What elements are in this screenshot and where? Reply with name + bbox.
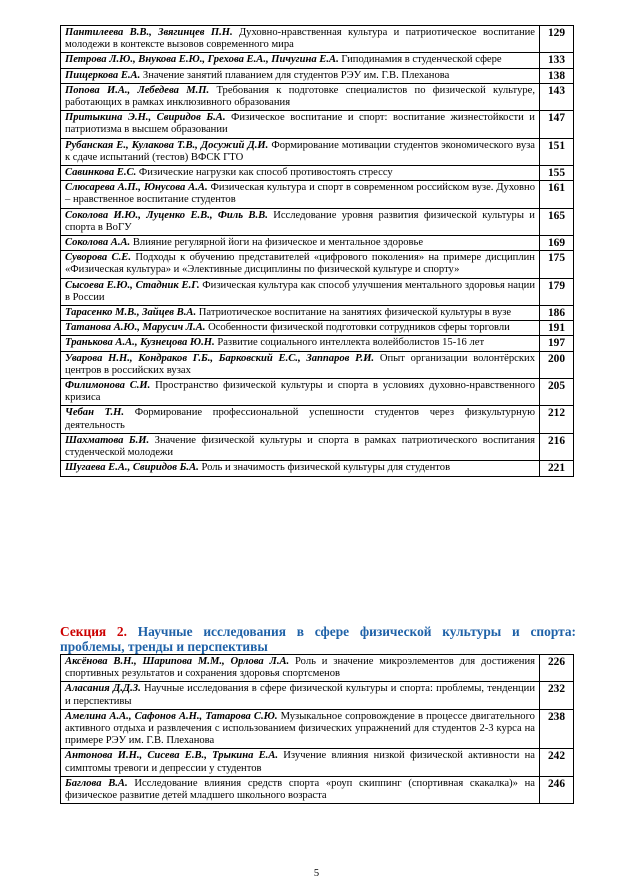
entry-page-number: 191 — [540, 321, 574, 336]
entry-title: Пространство физической культуры и спорта в условиях духовно-нравственного кризиса — [65, 380, 535, 404]
entry-text — [61, 236, 540, 251]
entry-authors: Пантилеева В.В., Звягинцев П.Н. — [65, 27, 233, 38]
entry-authors: Соколова И.Ю., Луценко Е.В., Филь В.В. — [65, 209, 268, 221]
contents-entry — [61, 682, 574, 709]
contents-entry — [61, 433, 574, 460]
entry-text — [61, 181, 540, 208]
contents-entry — [61, 655, 574, 682]
contents-entry — [61, 278, 574, 305]
entry-title: Гиподинамия в студенческой сфере — [341, 54, 502, 66]
contents-entry — [61, 776, 574, 803]
entry-authors: Татанова А.Ю., Марусич Л.А. — [65, 322, 206, 334]
entry-authors: Аксёнова В.Н., Шарипова М.М., Орлова Л.А. — [65, 656, 290, 667]
entry-authors: Амелина А.А., Сафонов А.Н., Татарова С.Ю. — [65, 710, 278, 722]
entry-page-number: 221 — [540, 461, 574, 476]
entry-page-number: 216 — [540, 433, 574, 460]
entry-text — [61, 336, 540, 351]
entry-text — [61, 749, 540, 776]
entry-authors: Попова И.А., Лебедева М.П. — [65, 84, 210, 96]
entry-page-number: 133 — [540, 53, 574, 68]
entry-title: Духовно-нравственная культура и патриотическое воспитание молодежи в контексте вызовов современного мира — [65, 27, 535, 51]
entry-page-number: 151 — [540, 138, 574, 165]
entry-text — [61, 351, 540, 378]
entry-title: Исследование уровня развития физической культуры и спорта в ВоГУ — [65, 209, 535, 233]
entry-text — [61, 53, 540, 68]
entry-authors: Транькова А.А., Кузнецова Ю.Н. — [65, 337, 215, 349]
entry-page-number: 175 — [540, 251, 574, 278]
entry-title: Значение физической культуры и спорта в рамках патриотического воспитания студенческой молодежи — [65, 434, 535, 459]
entry-authors: Тарасенко М.В., Зайцев В.А. — [65, 307, 197, 319]
entry-text — [61, 83, 540, 110]
entry-authors: Шугаева Е.А., Свиридов Б.А. — [65, 462, 199, 474]
entry-title: Исследование влияния средств спорта «роуп скиппинг (спортивная скакалка)» на физическое развитие детей младшего школьного возраста — [65, 777, 535, 802]
entry-authors: Баглова В.А. — [65, 777, 128, 789]
entry-title: Требования к подготовке специалистов по физической культуре, работающих в рамках инклюзивного образования — [65, 84, 535, 109]
entry-page-number: 169 — [540, 236, 574, 251]
section-2-heading — [60, 624, 576, 654]
entry-page-number: 147 — [540, 111, 574, 138]
entry-text — [61, 278, 540, 305]
entry-authors: Слюсарева А.П., Юнусова А.А. — [65, 182, 208, 194]
entry-text — [61, 682, 540, 709]
contents-entry — [61, 181, 574, 208]
contents-table-section-1 — [60, 25, 574, 477]
page-number: 5 — [313, 868, 320, 879]
entry-title: Развитие социального интеллекта волейболистов 15-16 лет — [217, 337, 485, 349]
contents-entry — [61, 26, 574, 53]
contents-entry — [61, 336, 574, 351]
contents-entry — [61, 111, 574, 138]
entry-page-number: 161 — [540, 181, 574, 208]
contents-entry — [61, 166, 574, 181]
contents-table-body — [61, 26, 574, 477]
entry-page-number: 205 — [540, 379, 574, 406]
contents-entry — [61, 321, 574, 336]
entry-title: Музыкальное сопровождение в процессе двигательного активного отдыха и развлечения с использованием физических упражнений для студентов 2-3 курса на примере РЭУ им. Г.В. Плеханова — [65, 710, 535, 747]
entry-page-number: 200 — [540, 351, 574, 378]
section-2-title: Научные исследования в сфере физической культуры и спорта: проблемы, тренды и перспективы — [60, 624, 576, 654]
entry-title: Роль и значение микроэлементов для достижения спортивных результатов и сохранения здоровья спортсменов — [65, 656, 536, 680]
entry-text — [61, 166, 540, 181]
entry-page-number: 246 — [540, 776, 574, 803]
contents-table-body — [61, 655, 574, 804]
contents-table-section-2 — [60, 654, 574, 804]
entry-title: Изучение влияния низкой физической активности на симптомы тревоги и депрессии у студентов — [65, 750, 535, 774]
entry-text — [61, 406, 540, 433]
entry-title: Физическая культура как способ улучшения ментального здоровья нации в России — [65, 279, 535, 303]
contents-entry — [61, 208, 574, 235]
entry-text — [61, 776, 540, 803]
entry-page-number: 242 — [540, 749, 574, 776]
entry-page-number: 165 — [540, 208, 574, 235]
entry-title: Формирование мотивации студентов экономического вуза к сдаче испытаний (тестов) ВФСК ГТО — [65, 139, 535, 163]
entry-page-number: 155 — [540, 166, 574, 181]
contents-entry — [61, 236, 574, 251]
contents-entry — [61, 709, 574, 749]
entry-page-number: 129 — [540, 26, 574, 53]
entry-text — [61, 709, 540, 749]
section-2-label: Секция 2. — [60, 624, 127, 639]
contents-entry — [61, 749, 574, 776]
entry-title: Роль и значимость физической культуры для студентов — [201, 462, 451, 474]
entry-title: Формирование профессиональной успешности студентов через физкультурную деятельность — [65, 407, 535, 431]
entry-authors: Суворова С.Е. — [65, 252, 131, 264]
entry-authors: Чебан Т.Н. — [65, 407, 124, 419]
entry-text — [61, 26, 540, 53]
entry-title: Подходы к обучению представителей «цифрового поколения» на примере дисциплин «Физическая культура» и «Элективные дисциплины по физической культуре и спорту» — [65, 252, 535, 276]
entry-authors: Петрова Л.Ю., Внукова Е.Ю., Грехова Е.А., Пичугина Е.А. — [65, 54, 339, 66]
entry-title: Физическая культура и спорт в современном российском вузе. Духовно – нравственное воспитание студентов — [65, 182, 535, 206]
entry-authors: Шахматова Б.И. — [65, 434, 150, 446]
contents-entry — [61, 351, 574, 378]
entry-authors: Пищеркова Е.А. — [65, 69, 141, 81]
entry-title: Опыт организации волонтёрских центров в российских вузах — [65, 352, 535, 376]
entry-authors: Сысоева Е.Ю., Стадник Е.Г. — [65, 279, 200, 291]
contents-entry — [61, 251, 574, 278]
entry-page-number: 226 — [540, 655, 574, 682]
contents-entry — [61, 68, 574, 83]
entry-page-number: 138 — [540, 68, 574, 83]
entry-authors: Рубанская Е., Кулакова Т.В., Досужий Д.И. — [65, 139, 269, 151]
entry-title: Физические нагрузки как способ противостоять стрессу — [138, 167, 393, 179]
entry-page-number: 179 — [540, 278, 574, 305]
contents-entry — [61, 138, 574, 165]
entry-text — [61, 68, 540, 83]
entry-text — [61, 208, 540, 235]
entry-title: Патриотическое воспитание на занятиях физической культуры в вузе — [198, 307, 512, 319]
entry-authors: Савинкова Е.С. — [65, 167, 137, 179]
entry-authors: Аласания Д.Д.З. — [65, 683, 141, 695]
entry-text — [61, 433, 540, 460]
entry-page-number: 186 — [540, 306, 574, 321]
contents-entry — [61, 83, 574, 110]
entry-authors: Уварова Н.Н., Кондраков Г.Б., Барковский Е.С., Заппаров Р.И. — [65, 352, 375, 364]
entry-authors: Притыкина Э.Н., Свиридов Б.А. — [65, 112, 226, 124]
contents-entry — [61, 379, 574, 406]
contents-entry — [61, 461, 574, 476]
entry-text — [61, 321, 540, 336]
entry-page-number: 197 — [540, 336, 574, 351]
contents-entry — [61, 53, 574, 68]
entry-text — [61, 461, 540, 476]
contents-entry — [61, 406, 574, 433]
entry-authors: Соколова А.А. — [65, 237, 131, 249]
entry-title: Значение занятий плаванием для студентов РЭУ им. Г.В. Плеханова — [142, 69, 450, 81]
entry-text — [61, 306, 540, 321]
entry-text — [61, 138, 540, 165]
entry-text — [61, 379, 540, 406]
contents-entry — [61, 306, 574, 321]
entry-title: Физическое воспитание и спорт: воспитание жизнестойкости и патриотизма в высшем образовании — [65, 112, 535, 136]
entry-authors: Филимонова С.И. — [65, 380, 151, 392]
entry-page-number: 238 — [540, 709, 574, 749]
entry-title: Особенности физической подготовки сотрудников сферы торговли — [208, 322, 510, 334]
entry-page-number: 232 — [540, 682, 574, 709]
entry-title: Влияние регулярной йоги на физическое и ментальное здоровье — [132, 237, 424, 249]
entry-text — [61, 111, 540, 138]
entry-title: Научные исследования в сфере физической культуры и спорта: проблемы, тенденции и перспективы — [65, 683, 535, 707]
entry-text — [61, 655, 540, 682]
entry-page-number: 212 — [540, 406, 574, 433]
entry-text — [61, 251, 540, 278]
entry-authors: Антонова И.Н., Сисева Е.В., Трыкина Е.А. — [65, 750, 279, 762]
entry-page-number: 143 — [540, 83, 574, 110]
